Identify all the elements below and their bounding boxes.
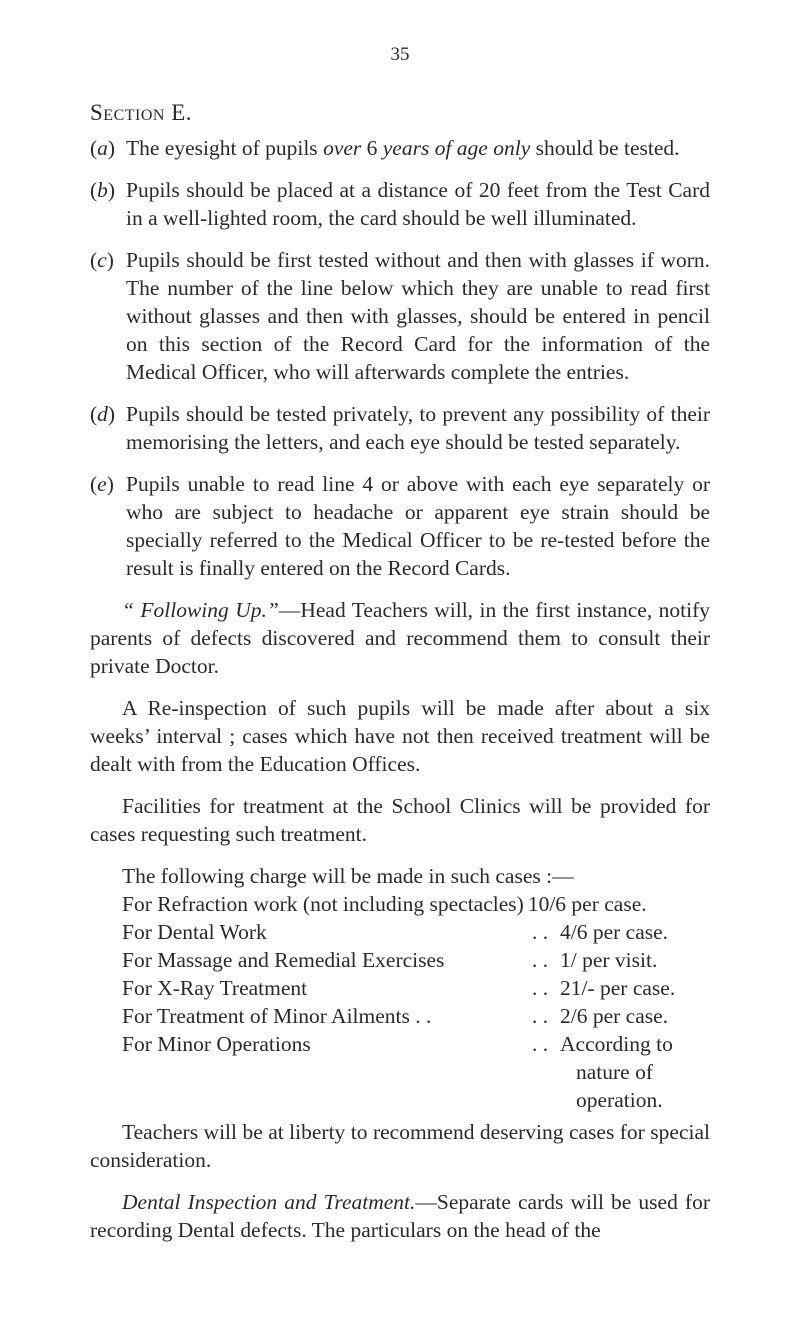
following-up-heading: “ Following Up.” (122, 598, 279, 622)
list-item-d: (d) Pupils should be tested privately, to prevent any possibility of their memorising the letters, and each eye should be tested separately. (90, 402, 710, 454)
teachers-liberty-paragraph: Teachers will be at liberty to recommend deserving cases for special consideration. (90, 1120, 710, 1172)
item-marker: (d) (90, 402, 116, 426)
charge-row: For Massage and Remedial Exercises . . 1/ per visit. (122, 948, 658, 972)
dental-paragraph: Dental Inspection and Treatment.—Separate cards will be used for recording Dental defects. The particulars on the head of the (90, 1190, 710, 1242)
page-number: 35 (390, 44, 410, 65)
list-item-c: (c) Pupils should be first tested without and then with glasses if worn. The number of the line below which they are unable to read first without glasses and then with glasses, should be entered in pencil on this section of the Record Card for the information of the Medical Officer, who will afterwards complete the entries. (90, 248, 710, 384)
charge-row: For Minor Operations . . According to nature of operation. (122, 1032, 673, 1112)
section-heading: Section E. (90, 100, 192, 125)
charges-list (122, 890, 710, 1114)
list-item-a: (a) The eyesight of pupils over 6 years of age only should be tested. (90, 136, 680, 160)
charges-intro: The following charge will be made in such cases :— (122, 864, 574, 888)
page-content (90, 134, 710, 1258)
charge-row: For Dental Work . . 4/6 per case. (122, 920, 669, 944)
list-item-e: (e) Pupils unable to read line 4 or above with each eye separately or who are subject to headache or apparent eye strain should be specially referred to the Medical Officer to be re-tested before the result is finally entered on the Record Cards. (90, 472, 710, 580)
item-marker: (e) (90, 472, 114, 496)
item-marker: (a) (90, 136, 116, 160)
facilities-paragraph: Facilities for treatment at the School Clinics will be provided for cases requesting such treatment. (90, 794, 710, 846)
dental-heading: Dental Inspection and Treatment. (122, 1190, 416, 1214)
charge-row: For X-Ray Treatment . . 21/- per case. (122, 976, 676, 1000)
list-item-b: (b) Pupils should be placed at a distance of 20 feet from the Test Card in a well-lighted room, the card should be well illuminated. (90, 178, 710, 230)
following-up-paragraph: “ Following Up.”—Head Teachers will, in the first instance, notify parents of defects discovered and recommend them to consult their private Doctor. (90, 598, 711, 678)
item-marker: (b) (90, 178, 116, 202)
item-marker: (c) (90, 248, 114, 272)
charge-row: For Refraction work (not including spectacles) 10/6 per case. (122, 892, 647, 916)
reinspection-paragraph: A Re-inspection of such pupils will be made after about a six weeks’ interval ; cases which have not then received treatment will be dealt with from the Education Offices. (90, 696, 710, 776)
charge-row: For Treatment of Minor Ailments . . . . 2/6 per case. (122, 1004, 669, 1028)
